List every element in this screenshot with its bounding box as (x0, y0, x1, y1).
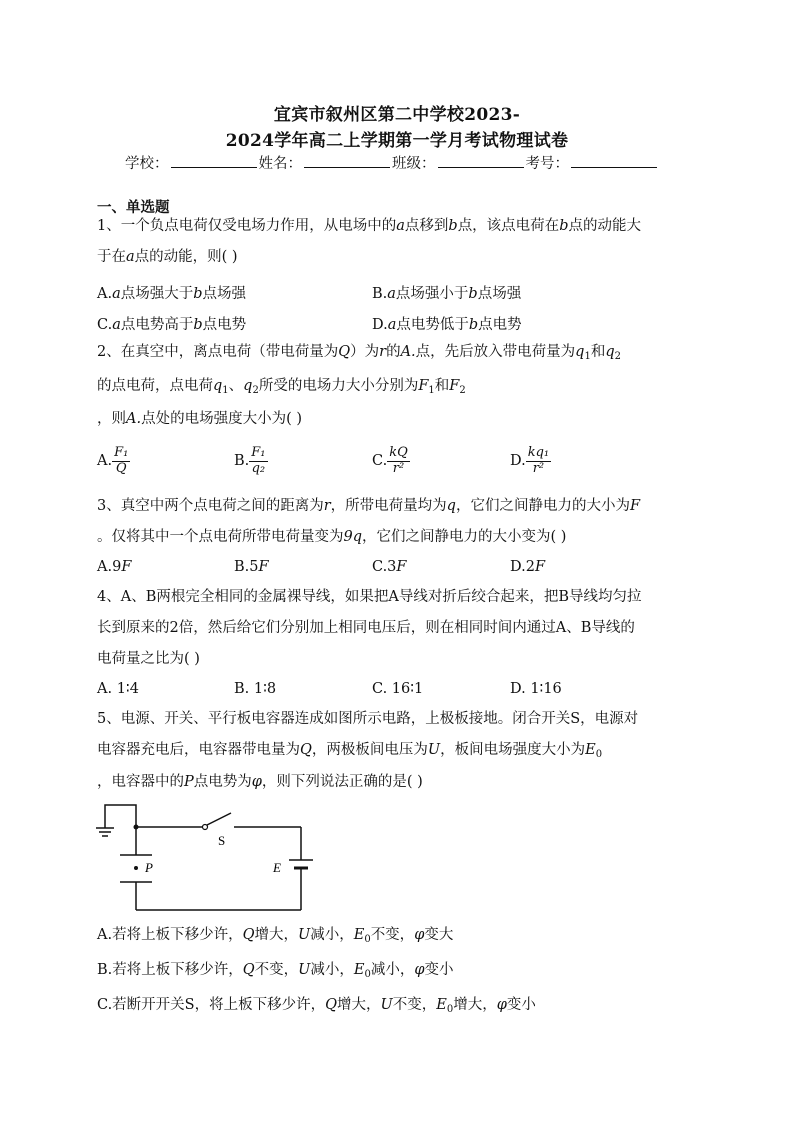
circuit-diagram (93, 800, 323, 915)
fraction: $\frac{kQ}{\text{r²}}$ (389, 445, 408, 476)
q5-option-b[interactable]: B.若将上板下移少许，Q不变，U减小，$E_0$减小，φ变小 (97, 962, 454, 980)
name-blank[interactable] (304, 153, 390, 168)
exam-no-blank[interactable] (571, 153, 657, 168)
q2-stem-line1: 2、在真空中，离点电荷（带电荷量为Q）为r的A.点，先后放入带电荷量为$q_1$和$q_2$ (97, 344, 621, 362)
fraction: $\frac{\text{F₁}}{\text{q₂}}$ (251, 445, 266, 476)
q3-stem-line1: 3、真空中两个点电荷之间的距离为r，所带电荷量均为q，它们之间静电力的大小为F (97, 498, 641, 514)
switch-blade (207, 813, 231, 825)
section-title: 一、单选题 (97, 199, 170, 216)
q2-option-d[interactable]: D. $\frac{\text{kq₁}}{\text{r²}}$ (510, 445, 550, 476)
q3-option-d[interactable]: D.2F (510, 559, 546, 575)
class-blank[interactable] (438, 153, 524, 168)
q4-option-d[interactable]: D. 1∶16 (510, 681, 562, 697)
q1-option-b[interactable]: B.a点场强小于b点场强 (372, 286, 522, 302)
class-label: 班级： (392, 156, 436, 172)
junction-dot (134, 825, 139, 830)
exam-title-line2: 2024学年高二上学期第一学月考试物理试卷 (225, 131, 569, 151)
battery-label: E (273, 860, 281, 875)
q4-option-b[interactable]: B. 1∶8 (234, 681, 277, 697)
student-info-line (125, 152, 659, 173)
q5-stem-line1: 5、电源、开关、平行板电容器连成如图所示电路，上极板接地。闭合开关S，电源对 (97, 711, 639, 727)
q1-option-c[interactable]: C.a点电势高于b点电势 (97, 317, 247, 333)
q1-stem-line1: 1、一个负点电荷仅受电场力作用，从电场中的a点移到b点，该点电荷在b点的动能大 (97, 218, 641, 234)
exam-no-label: 考号： (525, 156, 569, 172)
q4-stem-line3: 电荷量之比为( ) (97, 651, 200, 667)
q2-stem-line3: ，则A.点处的电场强度大小为( ) (97, 411, 303, 427)
school-blank[interactable] (171, 153, 257, 168)
name-label: 姓名： (258, 156, 302, 172)
fraction: $\frac{\text{kq₁}}{\text{r²}}$ (527, 445, 550, 476)
q3-option-b[interactable]: B.5F (234, 559, 269, 575)
q3-stem-line2: 。仅将其中一个点电荷所带电荷量变为9q，它们之间静电力的大小变为( ) (97, 529, 567, 545)
q2-option-a[interactable]: A. $\frac{\text{F₁}}{Q}$ (97, 445, 129, 476)
q2-option-c[interactable]: C. $\frac{kQ}{\text{r²}}$ (372, 445, 408, 476)
switch-label: S (218, 833, 226, 848)
q5-stem-line2: 电容器充电后，电容器带电量为Q，两极板间电压为U，板间电场强度大小为$E_0$ (97, 742, 603, 760)
q2-option-b[interactable]: B. $\frac{\text{F₁}}{\text{q₂}}$ (234, 445, 266, 476)
q4-option-c[interactable]: C. 16∶1 (372, 681, 424, 697)
q1-option-a[interactable]: A.a点场强大于b点场强 (97, 286, 247, 302)
switch-contact (203, 825, 208, 830)
fraction: $\frac{\text{F₁}}{Q}$ (114, 445, 129, 476)
q3-option-a[interactable]: A.9F (97, 559, 132, 575)
q5-option-c[interactable]: C.若断开开关S，将上板下移少许，Q增大，U不变，$E_0$增大，φ变小 (97, 997, 536, 1015)
q4-option-a[interactable]: A. 1∶4 (97, 681, 139, 697)
exam-title-line1: 宜宾市叙州区第二中学校2023- (273, 105, 521, 125)
q1-stem-line2: 于在a点的动能，则( ) (97, 249, 238, 265)
q4-stem-line2: 长到原来的2倍，然后给它们分别加上相同电压后，则在相同时间内通过A、B导线的 (97, 620, 635, 636)
q5-stem-line3: ，电容器中的P点电势为φ，则下列说法正确的是( ) (97, 774, 423, 790)
ground-wire (105, 805, 136, 828)
q5-option-a[interactable]: A.若将上板下移少许，Q增大，U减小，$E_0$不变，φ变大 (97, 927, 454, 945)
q3-option-c[interactable]: C.3F (372, 559, 407, 575)
point-p-dot (134, 866, 138, 870)
point-p-label: P (145, 860, 153, 875)
q1-option-d[interactable]: D.a点电势低于b点电势 (372, 317, 522, 333)
school-label: 学校： (125, 156, 169, 172)
q2-stem-line2: 的点电荷，点电荷$q_1$、$q_2$所受的电场力大小分别为$F_1$和$F_2$ (97, 378, 466, 396)
q4-stem-line1: 4、A、B两根完全相同的金属裸导线，如果把A导线对折后绞合起来，把B导线均匀拉 (97, 589, 642, 605)
